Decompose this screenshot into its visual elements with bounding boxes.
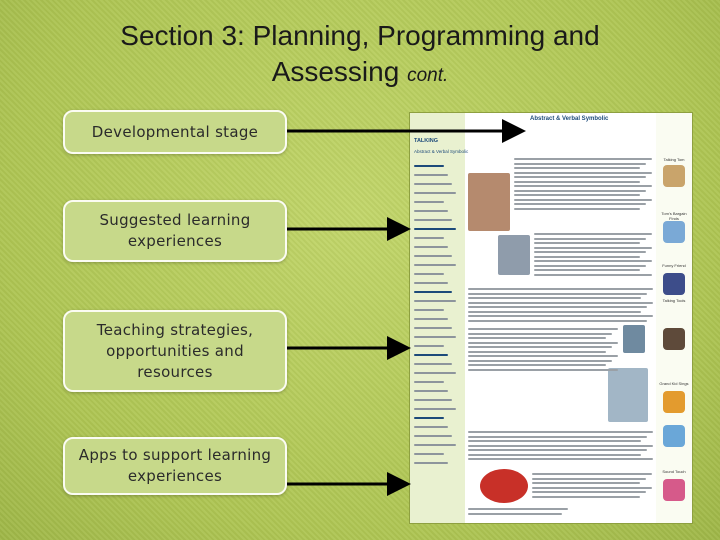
- text-line: [468, 333, 612, 335]
- app-icon: [663, 221, 685, 243]
- sidebar-line: [414, 372, 456, 374]
- text-line: [532, 482, 640, 484]
- sidebar-line: [414, 255, 452, 257]
- text-line: [468, 293, 647, 295]
- sidebar-line: [414, 192, 456, 194]
- app-label: Sound Touch: [662, 469, 686, 474]
- text-line: [468, 297, 641, 299]
- sidebar-line: [414, 435, 452, 437]
- text-line: [468, 513, 562, 515]
- label-teaching-strategies: [63, 310, 287, 392]
- app-icon: [663, 425, 685, 447]
- text-line: [532, 478, 646, 480]
- title-assessing: Assessing: [271, 56, 400, 87]
- photo-child-4: [623, 325, 645, 353]
- sidebar-line: [414, 309, 444, 311]
- sidebar-line: [414, 228, 456, 230]
- text-line: [514, 167, 640, 169]
- text-line: [468, 355, 618, 357]
- sidebar-line: [414, 417, 444, 419]
- text-line: [534, 233, 652, 235]
- sidebar-line: [414, 453, 444, 455]
- sidebar-line: [414, 201, 444, 203]
- text-line: [468, 449, 647, 451]
- sidebar-line: [414, 363, 452, 365]
- text-line: [468, 328, 618, 330]
- text-line: [514, 203, 646, 205]
- title-line-2: [40, 54, 680, 94]
- text-line: [532, 487, 652, 489]
- button-photo: [480, 469, 528, 503]
- app-label: Talking Tools: [662, 298, 686, 303]
- title-cont: cont.: [407, 65, 449, 86]
- document-band-title: Abstract & Verbal Symbolic: [530, 116, 609, 122]
- text-line: [534, 265, 646, 267]
- label-text: Developmental stage: [91, 122, 259, 141]
- text-line: [514, 185, 652, 187]
- sidebar-line: [414, 174, 448, 176]
- title-line-1: Section 3: Planning, Programming and: [120, 20, 600, 51]
- text-line: [468, 369, 618, 371]
- text-line: [514, 163, 646, 165]
- slide-title: [40, 18, 680, 94]
- text-line: [514, 208, 640, 210]
- label-developmental-stage: [63, 110, 287, 154]
- text-line: [468, 346, 612, 348]
- document-thumbnail: [410, 113, 692, 523]
- text-line: [468, 364, 606, 366]
- text-line: [468, 315, 653, 317]
- photo-child-3: [608, 368, 648, 422]
- photo-child-2: [498, 235, 530, 275]
- text-line: [514, 194, 640, 196]
- app-icon: [663, 273, 685, 295]
- text-line: [514, 176, 646, 178]
- text-line: [534, 251, 646, 253]
- sidebar-line: [414, 327, 452, 329]
- sidebar-line: [414, 165, 444, 167]
- label-suggested-learning: [63, 200, 287, 262]
- app-label: Grand Kid Sings: [659, 381, 689, 386]
- app-label: Tom's Bargain Finds: [661, 211, 687, 221]
- label-apps: [63, 437, 287, 495]
- sidebar-line: [414, 399, 452, 401]
- sidebar-line: [414, 444, 456, 446]
- sidebar-subheading: Abstract & Verbal Symbolic: [414, 149, 469, 154]
- photo-child: [468, 173, 510, 231]
- sidebar-line: [414, 282, 448, 284]
- sidebar-heading: TALKING: [414, 138, 439, 144]
- sidebar-line: [414, 273, 444, 275]
- sidebar-line: [414, 210, 448, 212]
- sidebar-line: [414, 183, 452, 185]
- text-line: [468, 360, 612, 362]
- sidebar-line: [414, 381, 444, 383]
- text-line: [534, 256, 640, 258]
- text-line: [468, 436, 647, 438]
- text-line: [468, 302, 653, 304]
- text-line: [514, 158, 652, 160]
- text-line: [534, 274, 652, 276]
- text-line: [468, 342, 618, 344]
- text-line: [514, 199, 652, 201]
- sidebar-line: [414, 390, 448, 392]
- text-line: [534, 247, 652, 249]
- sidebar-line: [414, 462, 448, 464]
- text-line: [468, 311, 641, 313]
- text-line: [532, 491, 646, 493]
- sidebar-line: [414, 354, 448, 356]
- text-line: [532, 496, 640, 498]
- sidebar-line: [414, 219, 452, 221]
- app-icon: [663, 391, 685, 413]
- app-icon: [663, 328, 685, 350]
- sidebar-line: [414, 345, 444, 347]
- text-line: [514, 181, 640, 183]
- document-sidebar: [410, 113, 469, 523]
- text-line: [532, 473, 652, 475]
- sidebar-line: [414, 264, 456, 266]
- sidebar-line: [414, 246, 448, 248]
- text-line: [468, 454, 641, 456]
- text-line: [468, 445, 653, 447]
- sidebar-line: [414, 291, 452, 293]
- text-line: [534, 242, 640, 244]
- text-line: [468, 431, 653, 433]
- talking-tom-icon: [663, 165, 685, 187]
- sidebar-line: [414, 336, 456, 338]
- label-text: Apps to support learning experiences: [78, 446, 272, 485]
- text-line: [534, 238, 646, 240]
- label-text: Suggested learning experiences: [99, 211, 251, 250]
- sidebar-line: [414, 300, 456, 302]
- sidebar-line: [414, 408, 456, 410]
- sidebar-line: [414, 237, 444, 239]
- text-line: [468, 508, 568, 510]
- sidebar-line: [414, 318, 448, 320]
- app-label: Funny Friend: [662, 263, 686, 268]
- text-line: [468, 337, 606, 339]
- text-line: [468, 440, 641, 442]
- text-line: [468, 351, 606, 353]
- text-line: [514, 172, 652, 174]
- text-line: [534, 260, 652, 262]
- text-line: [468, 306, 647, 308]
- text-line: [514, 190, 646, 192]
- app-label: Talking Tom: [663, 157, 685, 162]
- text-line: [468, 288, 653, 290]
- text-line: [468, 320, 647, 322]
- text-line: [468, 458, 653, 460]
- label-text: Teaching strategies, opportunities and resources: [96, 320, 254, 381]
- app-icon: [663, 479, 685, 501]
- document-right-column: [656, 113, 692, 523]
- text-line: [534, 269, 640, 271]
- sidebar-line: [414, 426, 448, 428]
